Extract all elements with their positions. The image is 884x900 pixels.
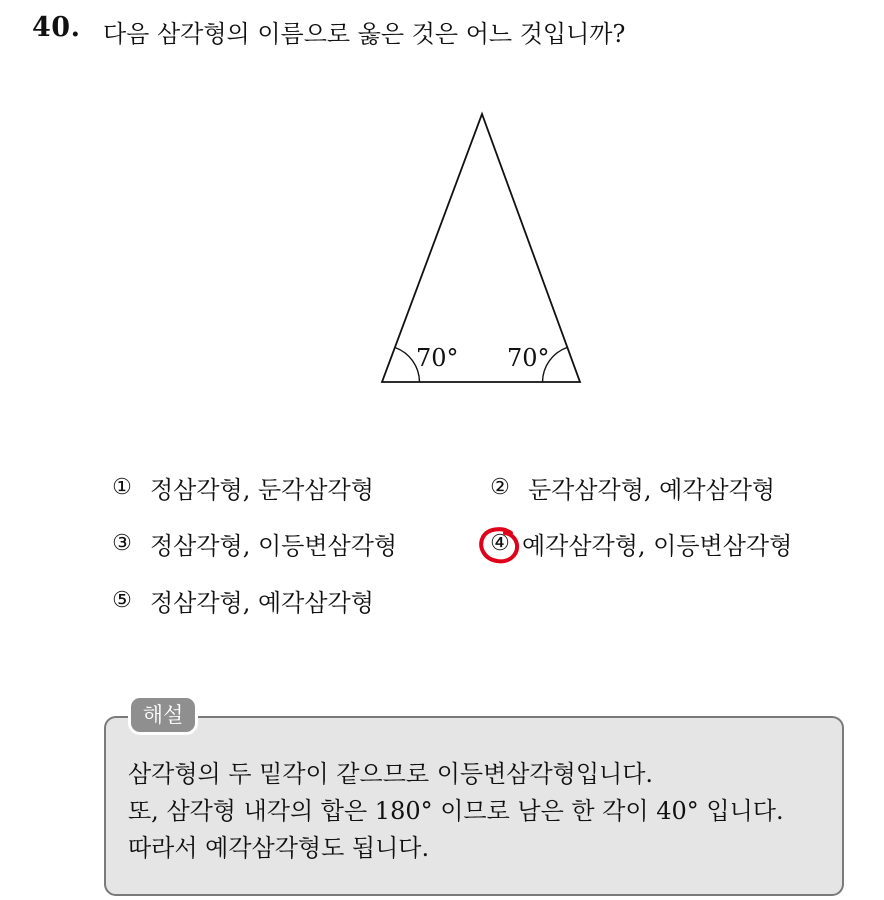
solution-tag: 해설 bbox=[128, 695, 198, 735]
choice-4-text: 예각삼각형, 이등변삼각형 bbox=[522, 532, 793, 560]
choice-4-number-text: ④ bbox=[490, 531, 510, 556]
choice-4-number bbox=[488, 531, 512, 556]
choice-1-text: 정삼각형, 둔각삼각형 bbox=[150, 476, 374, 504]
choice-5[interactable] bbox=[110, 583, 374, 618]
solution-line-2: 또, 삼각형 내각의 합은 180° 이므로 남은 한 각이 40° 입니다. bbox=[128, 797, 784, 825]
choice-3[interactable] bbox=[110, 526, 397, 561]
isosceles-triangle bbox=[382, 114, 580, 382]
choice-3-text: 정삼각형, 이등변삼각형 bbox=[150, 532, 398, 560]
choice-2-number: ② bbox=[490, 475, 510, 500]
choice-2[interactable] bbox=[488, 470, 775, 505]
choice-5-number: ⑤ bbox=[112, 588, 132, 613]
solution-line-1: 삼각형의 두 밑각이 같으므로 이등변삼각형입니다. bbox=[128, 760, 654, 788]
left-angle-label: 70° bbox=[416, 344, 459, 372]
question-text: 다음 삼각형의 이름으로 옳은 것은 어느 것입니까? bbox=[103, 20, 626, 48]
question-number: 40. bbox=[32, 12, 81, 43]
choice-5-text: 정삼각형, 예각삼각형 bbox=[150, 589, 374, 617]
choice-1-number: ① bbox=[112, 475, 132, 500]
choice-4[interactable] bbox=[488, 526, 792, 561]
choice-2-text: 둔각삼각형, 예각삼각형 bbox=[528, 476, 776, 504]
right-angle-label: 70° bbox=[507, 344, 550, 372]
choice-3-number: ③ bbox=[112, 531, 132, 556]
choice-1[interactable] bbox=[110, 470, 374, 505]
triangle-figure bbox=[360, 100, 600, 400]
solution-line-3: 따라서 예각삼각형도 됩니다. bbox=[128, 834, 430, 862]
solution-text bbox=[128, 756, 784, 867]
